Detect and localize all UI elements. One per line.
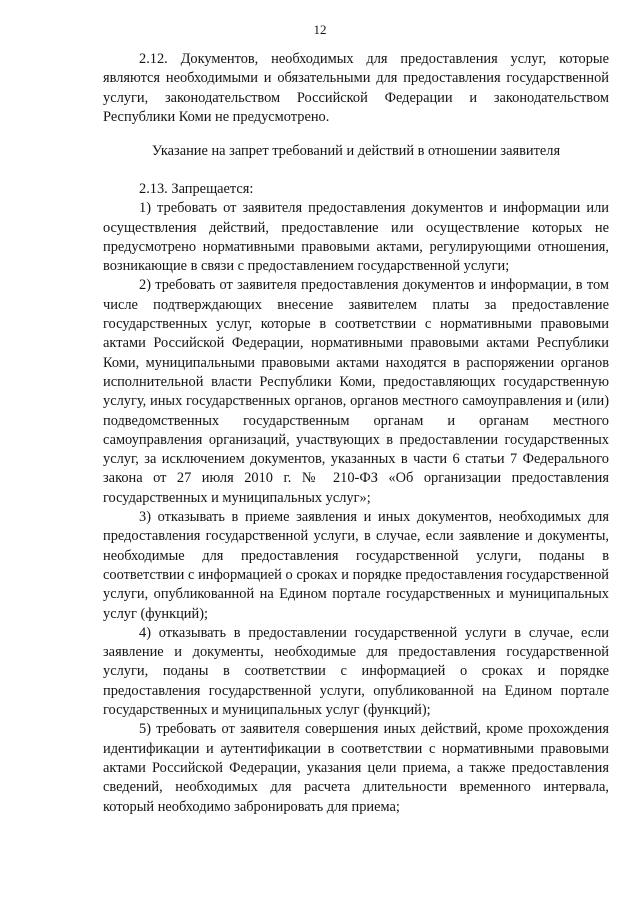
paragraph-2-12: 2.12. Документов, необходимых для предоставления услуг, которые являются необходимыми и обязательными для предоставления государственной услуги, законодательством Российской Федерации и законодательством Республики Коми не предусмотрено. — [103, 51, 609, 125]
paragraph-2-12-block — [103, 50, 609, 127]
list-item-1: 1) требовать от заявителя предоставления документов и информации или осуществления действий, предоставление или осуществление которых не предусмотрено нормативными правовыми актами, регулирующими отношения, возникающие в связи с предоставлением государственной услуги; — [103, 200, 609, 275]
page-number: 12 — [313, 22, 327, 37]
list-item-4: 4) отказывать в предоставлении государственной услуги в случае, если заявление и документы, необходимые для предоставления государственной услуги, поданы в соответствии с информацией о сроках и порядке предоставления государственной услуги, опубликованной на Едином портале государственных и муниципальных услуг (функций); — [103, 624, 609, 719]
list-item-3: 3) отказывать в приеме заявления и иных документов, необходимых для предоставления государственной услуги, в случае, если заявление и документы, необходимые для предоставления государственной услуги, поданы в соответствии с информацией о сроках и порядке предоставления государственной услуги, опубликованной на Едином портале государственных и муниципальных услуг (функций); — [103, 509, 609, 622]
section-2-13-block — [103, 180, 609, 817]
list-item-5: 5) требовать от заявителя совершения иных действий, кроме прохождения идентификации и аутентификации в соответствии с нормативными правовыми актами Российской Федерации, указания цели приема, а также предоставления сведений, необходимых для расчета длительности временного интервала, который необходимо забронировать для приема; — [103, 721, 609, 815]
section-heading: Указание на запрет требований и действий в отношении заявителя — [151, 143, 561, 159]
list-item-2: 2) требовать от заявителя предоставления документов и информации, в том числе подтверждающих внесение заявителем платы за предоставление государственных услуг, которые в соответствии с нормативными правовыми актами Российской Федерации, нормативными правовыми актами Республики Коми, муниципальными правовыми актами находятся в распоряжении органов исполнительной власти Республики Коми, предоставляющих государственную услугу, иных государственных органов, органов местного самоуправления и (или) подведомственных государственным органам и органам местного самоуправления организаций, участвующих в предоставлении государственных услуг, за исключением документов, указанных в части 6 статьи 7 Федерального закона от 27 июля 2010 г. № 210-ФЗ «Об организации предоставления государственных и муниципальных услуг»; — [103, 277, 609, 506]
paragraph-2-13-intro: 2.13. Запрещается: — [139, 181, 254, 197]
